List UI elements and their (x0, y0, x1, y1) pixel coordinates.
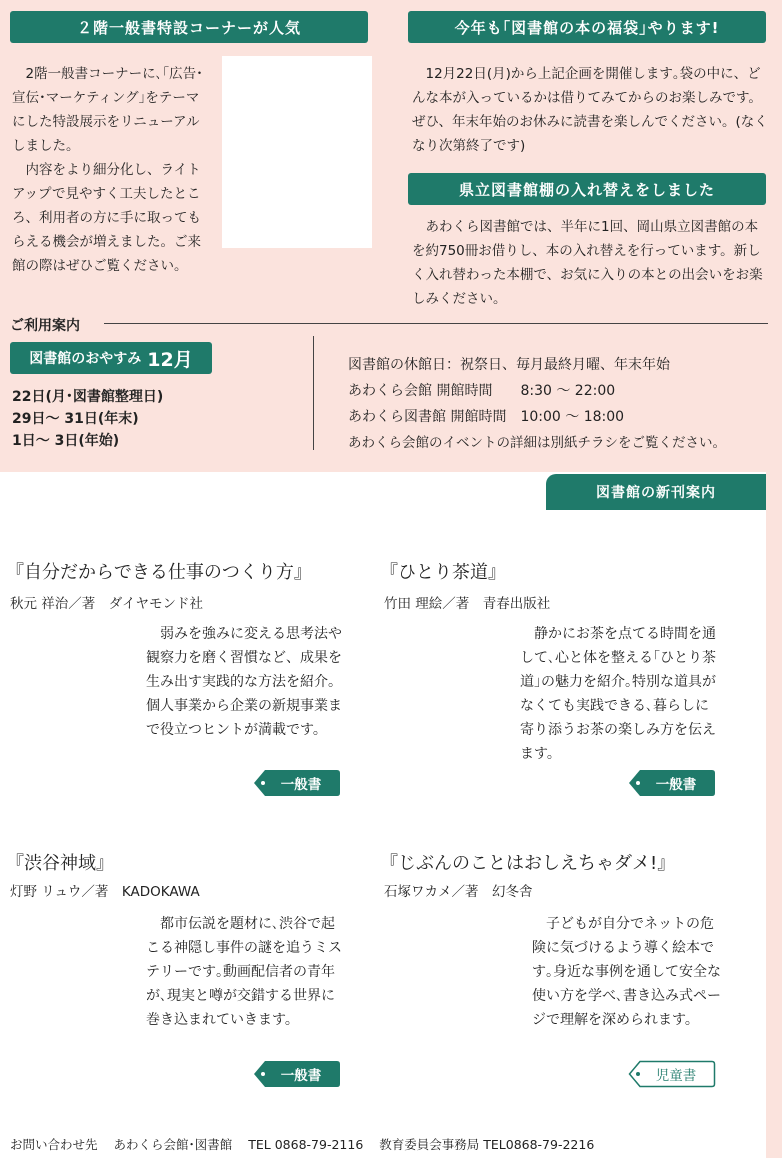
usage-info-list (348, 352, 726, 456)
left-article-heading: ２階一般書特設コーナーが人気 (10, 11, 368, 43)
book-description: 静かにお茶を点てる時間を通して､心と体を整える｢ひとり茶道｣の魅力を紹介｡特別な道具がなくても実践できる､暮らしに寄り添うお茶の楽しみ方を伝えます。 (520, 626, 716, 762)
holiday-item: 22日(月･図書館整理日) (12, 389, 164, 405)
category-tag (253, 769, 341, 797)
right-article1-heading: 今年も｢図書館の本の福袋｣やります! (408, 11, 766, 43)
left-article-para1: 2階一般書コーナーに､｢広告･宣伝･マーケティング｣をテーマにした特設展示をリニューアルしました。 (12, 66, 203, 154)
book-author: 竹田 理絵／著 青春出版社 (384, 596, 551, 612)
book-title: 『じぶんのことはおしえちゃダメ!』 (380, 853, 676, 874)
info-closed-days: 図書館の休館日：祝祭日、毎月最終月曜、年末年始 (348, 357, 670, 373)
new-books-tab: 図書館の新刊案内 (546, 474, 766, 510)
right-article1-text: 12月22日(月)から上記企画を開催します｡袋の中に、どんな本が入っているかは借りてみてからのお楽しみです。ぜひ、年末年始のお休みに読書を楽しんでください。(なくなり次第終了です) (412, 66, 768, 154)
book-title: 『自分だからできる仕事のつくり方』 (6, 562, 312, 583)
book-title: 『渋谷神域』 (6, 853, 114, 874)
book-description: 都市伝説を題材に､渋谷で起こる神隠し事件の謎を追うミステリーです｡動画配信者の青年が､現実と噂が交錯する世界に巻き込まれていきます。 (146, 916, 342, 1028)
book-description: 子どもが自分でネットの危険に気づけるよう導く絵本です｡身近な事例を通して安全な使い方を学べ､書き込み式ページで理解を深められます。 (532, 916, 721, 1028)
holiday-badge (10, 342, 212, 374)
holiday-badge-label: 図書館のおやすみ (29, 351, 142, 367)
category-tag (253, 1060, 341, 1088)
book-description: 弱みを強みに変える思考法や観察力を磨く習慣など、成果を生み出す実践的な方法を紹介。個人事業から企業の新規事業まで役立つヒントが満載です。 (146, 626, 342, 738)
category-label: 一般書 (655, 777, 697, 793)
contact-office: 教育委員会事務局 TEL0868-79-2216 (379, 1137, 595, 1152)
category-label: 一般書 (280, 777, 322, 793)
info-library-hours: あわくら図書館 開館時間 10:00 〜 18:00 (348, 409, 625, 425)
holiday-list (12, 386, 163, 452)
right-article2-heading: 県立図書館棚の入れ替えをしました (408, 173, 766, 205)
book-author: 灯野 リュウ／著 KADOKAWA (10, 884, 200, 900)
category-label: 一般書 (280, 1068, 322, 1084)
book-author: 石塚ワカメ／著 幻冬舎 (384, 884, 533, 900)
category-tag (628, 769, 716, 797)
contact-footer (10, 1135, 606, 1153)
book-author: 秋元 祥治／著 ダイヤモンド社 (10, 596, 204, 612)
right-edge-background (766, 472, 782, 1158)
left-article-para2: 内容をより細分化し、ライトアップで見やすく工夫したところ、利用者の方に手に取ってもらえる機会が増えました。ご来館の際はぜひご覧ください。 (12, 162, 201, 274)
holiday-item: 29日〜 31日(年末) (12, 411, 139, 427)
usage-title: ご利用案内 (10, 318, 80, 334)
holiday-month: 12月 (147, 348, 193, 371)
article-photo (222, 56, 372, 248)
info-hall-hours: あわくら会館 開館時間 8:30 〜 22:00 (348, 383, 616, 399)
holiday-item: 1日〜 3日(年始) (12, 433, 120, 449)
info-event-note: あわくら会館のイベントの詳細は別紙チラシをご覧ください。 (348, 435, 726, 451)
contact-tel: TEL 0868-79-2116 (248, 1137, 364, 1152)
contact-label: お問い合わせ先 (10, 1137, 98, 1152)
category-label: 児童書 (655, 1068, 697, 1084)
right-article2-body (412, 215, 768, 311)
right-article2-text: あわくら図書館では、半年に1回、岡山県立図書館の本を約750冊お借りし、本の入れ替えを行っています。新しく入れ替わった本棚で、お気に入りの本との出会いをお楽しみください。 (412, 219, 763, 307)
usage-divider (104, 323, 768, 324)
contact-org: あわくら会館･図書館 (113, 1137, 233, 1152)
usage-vertical-divider (313, 336, 314, 450)
category-tag (628, 1060, 716, 1088)
left-article-body (12, 62, 212, 278)
right-article1-body (412, 62, 768, 158)
book-title: 『ひとり茶道』 (380, 562, 506, 583)
